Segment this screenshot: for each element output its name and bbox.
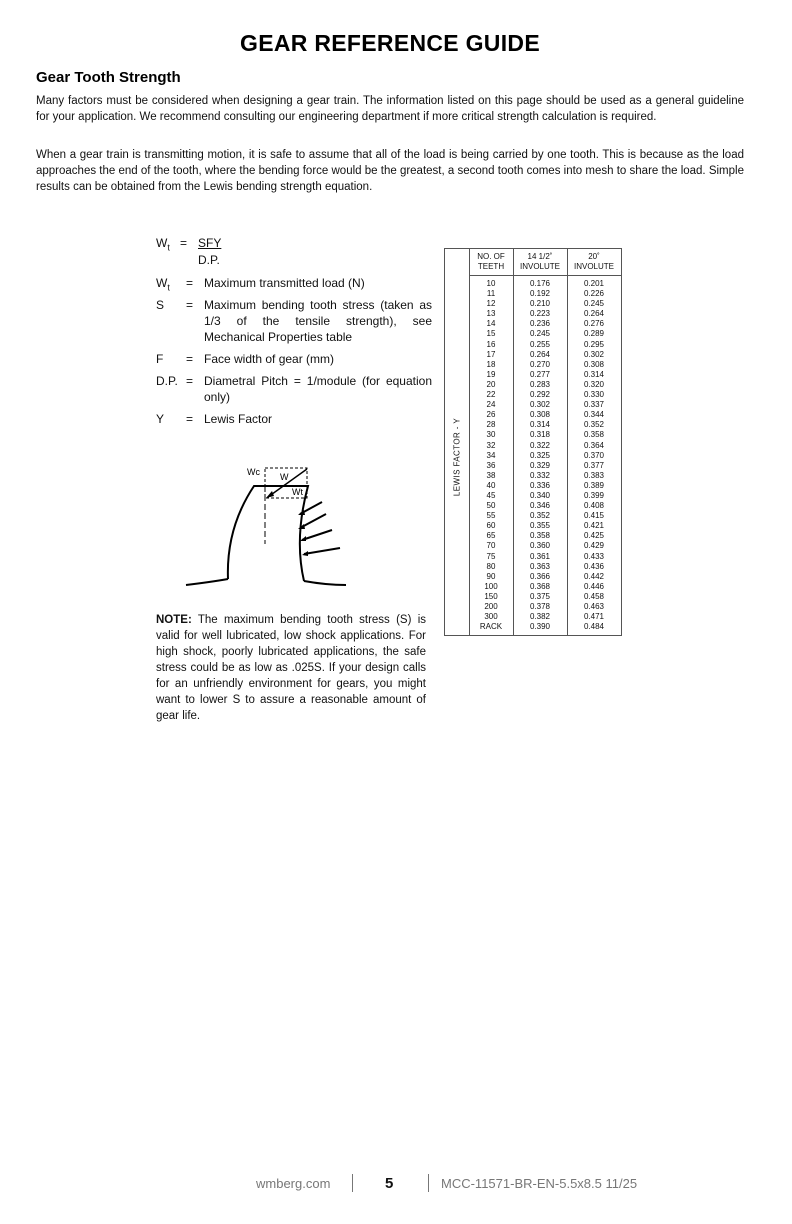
- footer-divider: [428, 1174, 429, 1192]
- involute-20-cell: 0.344: [583, 410, 605, 420]
- teeth-cell: 60: [486, 521, 496, 531]
- teeth-cell: 36: [486, 460, 496, 470]
- teeth-cell: 15: [486, 329, 496, 339]
- note-text: The maximum bending tooth stress (S) is valid for well lubricated, low shock applications. For high shock, poorly lubricated applications, the safe stress could be as low as .025S. If your design calls for an unfriendly environment for gears, you might want to lower S to assure a reasonable amount of gear life.: [156, 614, 426, 722]
- definition-symbol: $W_t$: [156, 276, 170, 293]
- definition-symbol: D.P.: [156, 374, 178, 388]
- involute-20-cell: 0.458: [583, 591, 605, 601]
- teeth-cell: 26: [486, 410, 496, 420]
- involute-14-5-cell: 0.325: [529, 450, 551, 460]
- involute-14-5-cell: 0.378: [529, 602, 551, 611]
- gear-root-line-left: [186, 579, 228, 585]
- teeth-cell: 30: [486, 430, 496, 440]
- involute-14-5-cell: 0.382: [529, 612, 551, 622]
- involute-20-cell: 0.429: [583, 541, 605, 551]
- definition-symbol: F: [156, 352, 164, 366]
- involute-20-cell: 0.302: [583, 349, 605, 359]
- teeth-cell: 55: [486, 511, 496, 521]
- involute-14-5-cell: 0.340: [529, 490, 551, 500]
- definition-text: Maximum transmitted load (N): [204, 276, 365, 290]
- involute-20-cell: 0.436: [583, 561, 605, 571]
- gear-root-line-right: [304, 581, 346, 585]
- involute-14-5-cell: 0.336: [529, 480, 551, 490]
- definition-row: [156, 373, 432, 405]
- formula-denominator: D.P.: [198, 253, 220, 267]
- involute-14-5-cell: 0.314: [529, 420, 551, 430]
- formula-lhs: $W_t$: [156, 236, 170, 253]
- involute-14-5-cell: 0.308: [529, 410, 551, 420]
- teeth-cell: 34: [486, 450, 496, 460]
- involute-20-cell: 0.463: [583, 602, 605, 611]
- involute-20-cell: 0.377: [583, 460, 605, 470]
- page-number: 5: [385, 1175, 394, 1192]
- involute-20-cell: 0.289: [583, 329, 605, 339]
- involute-20-cell: 0.201: [583, 279, 605, 288]
- teeth-cell: 100: [484, 581, 498, 591]
- involute-20-cell: 0.383: [583, 470, 605, 480]
- involute-20-cell: 0.295: [583, 339, 605, 349]
- teeth-cell: 22: [486, 390, 496, 400]
- involute-20-cell: 0.245: [583, 299, 605, 309]
- involute-14-5-cell: 0.245: [529, 329, 551, 339]
- involute-14-5-cell: 0.236: [529, 319, 551, 329]
- gear-tooth-diagram: [176, 458, 356, 594]
- definition-text: Lewis Factor: [204, 412, 273, 426]
- involute-20-column: [567, 249, 621, 635]
- involute-20-cell: 0.389: [583, 480, 605, 490]
- involute-14-5-header: 14 1/2˚ INVOLUTE: [513, 249, 567, 276]
- load-arrow-3: [302, 530, 332, 540]
- doc-code: MCC-11571-BR-EN-5.5x8.5 11/25: [441, 1176, 638, 1191]
- definition-equals: =: [186, 374, 194, 388]
- involute-14-5-cell: 0.192: [529, 289, 551, 299]
- involute-14-5-cell: 0.390: [529, 622, 551, 632]
- teeth-cell: 11: [486, 289, 496, 299]
- lewis-factor-table: [444, 248, 622, 636]
- teeth-cell: 300: [484, 612, 498, 622]
- page-title: GEAR REFERENCE GUIDE: [240, 30, 540, 56]
- involute-20-cell: 0.484: [583, 622, 605, 632]
- involute-20-cell: 0.352: [583, 420, 605, 430]
- involute-20-cell: 0.337: [583, 400, 605, 410]
- involute-14-5-cell: 0.363: [529, 561, 551, 571]
- teeth-cell: 150: [484, 591, 498, 601]
- involute-14-5-cell: 0.352: [529, 511, 551, 521]
- involute-20-header: 20˚ INVOLUTE: [567, 249, 621, 276]
- involute-14-5-cell: 0.329: [529, 460, 551, 470]
- involute-14-5-cell: 0.283: [529, 379, 551, 389]
- teeth-cell: 90: [486, 571, 496, 581]
- definition-equals: =: [186, 412, 194, 426]
- formula-equals: =: [180, 236, 188, 250]
- involute-20-cell: 0.308: [583, 359, 605, 369]
- teeth-cell: 10: [486, 279, 496, 288]
- label-wt: Wt: [292, 487, 303, 497]
- load-arrow-4: [304, 548, 340, 554]
- formula-numerator: SFY: [198, 236, 222, 250]
- teeth-cell: 14: [486, 319, 496, 329]
- teeth-values: [469, 276, 513, 632]
- label-w: W: [280, 472, 289, 482]
- involute-20-cell: 0.330: [583, 390, 605, 400]
- teeth-cell: 75: [486, 551, 496, 561]
- teeth-cell: 20: [486, 379, 496, 389]
- involute-14-5-cell: 0.355: [529, 521, 551, 531]
- load-paragraph: When a gear train is transmitting motion, it is safe to assume that all of the load is being carried by one tooth. This is because as the load approaches the end of the tooth, where the bending force would be the greatest, a second tooth comes into mesh to share the load. Simple results can be obtained from the Lewis bending strength equation.: [36, 149, 744, 193]
- involute-20-cell: 0.399: [583, 490, 605, 500]
- involute-14-5-cell: 0.368: [529, 581, 551, 591]
- definition-equals: =: [186, 276, 194, 290]
- teeth-cell: 17: [486, 349, 496, 359]
- involute-20-cell: 0.433: [583, 551, 605, 561]
- involute-14-5-cell: 0.264: [529, 349, 551, 359]
- note-paragraph: [156, 612, 426, 724]
- involute-14-5-cell: 0.360: [529, 541, 551, 551]
- teeth-cell: 38: [486, 470, 496, 480]
- load-arrowhead-1: [298, 510, 305, 515]
- teeth-cell: 45: [486, 490, 496, 500]
- teeth-cell: 28: [486, 420, 496, 430]
- involute-14-5-cell: 0.361: [529, 551, 551, 561]
- involute-14-5-cell: 0.292: [529, 390, 551, 400]
- involute-14-5-cell: 0.366: [529, 571, 551, 581]
- involute-14-5-cell: 0.358: [529, 531, 551, 541]
- definition-row: [156, 297, 432, 345]
- definition-text: Face width of gear (mm): [204, 352, 335, 366]
- teeth-cell: 70: [486, 541, 496, 551]
- involute-20-cell: 0.408: [583, 501, 605, 511]
- involute-14-5-cell: 0.277: [529, 369, 551, 379]
- section-heading: Gear Tooth Strength: [36, 69, 181, 86]
- involute-20-cell: 0.415: [583, 511, 605, 521]
- intro-paragraph: Many factors must be considered when designing a gear train. The information listed on this page should be used as a general guideline for your application. We recommend consulting our engineering department if more critical strength calculation is required.: [36, 95, 744, 123]
- definition-equals: =: [186, 352, 194, 366]
- definition-row: [156, 275, 432, 291]
- involute-20-cell: 0.446: [583, 581, 605, 591]
- definition-equals: =: [186, 298, 194, 312]
- involute-20-cell: 0.358: [583, 430, 605, 440]
- teeth-cell: 200: [484, 602, 498, 611]
- definition-symbol: Y: [156, 412, 165, 426]
- teeth-cell: 18: [486, 359, 496, 369]
- involute-20-cell: 0.314: [583, 369, 605, 379]
- involute-20-cell: 0.425: [583, 531, 605, 541]
- involute-14-5-cell: 0.255: [529, 339, 551, 349]
- involute-14-5-cell: 0.210: [529, 299, 551, 309]
- involute-20-cell: 0.320: [583, 379, 605, 389]
- footer-divider: [352, 1174, 353, 1192]
- teeth-cell: 12: [486, 299, 496, 309]
- involute-14-5-cell: 0.270: [529, 359, 551, 369]
- involute-14-5-column: [513, 249, 568, 635]
- definition-text: Diametral Pitch = 1/module (for equation only): [204, 374, 432, 404]
- involute-14-5-cell: 0.318: [529, 430, 551, 440]
- teeth-cell: 24: [486, 400, 496, 410]
- involute-20-cell: 0.226: [583, 289, 605, 299]
- teeth-cell: RACK: [479, 622, 503, 632]
- involute-14-5-cell: 0.322: [529, 440, 551, 450]
- definitions-list: [156, 275, 432, 433]
- involute-20-cell: 0.442: [583, 571, 605, 581]
- involute-20-values: [567, 276, 621, 632]
- involute-14-5-cell: 0.375: [529, 591, 551, 601]
- involute-14-5-cell: 0.346: [529, 501, 551, 511]
- lewis-side-label: LEWIS FACTOR - Y: [452, 417, 462, 497]
- involute-20-cell: 0.264: [583, 309, 605, 319]
- teeth-header: NO. OF TEETH: [469, 249, 513, 276]
- force-arrowhead: [266, 491, 274, 498]
- involute-20-cell: 0.471: [583, 612, 605, 622]
- involute-14-5-values: [513, 276, 567, 632]
- label-wc: Wc: [247, 467, 260, 477]
- involute-20-cell: 0.370: [583, 450, 605, 460]
- definition-row: [156, 351, 432, 367]
- teeth-cell: 16: [486, 339, 496, 349]
- note-label: NOTE:: [156, 614, 192, 626]
- teeth-cell: 40: [486, 480, 496, 490]
- involute-14-5-cell: 0.176: [529, 279, 551, 288]
- involute-20-cell: 0.364: [583, 440, 605, 450]
- teeth-cell: 19: [486, 369, 496, 379]
- definition-symbol: S: [156, 298, 165, 312]
- involute-14-5-cell: 0.302: [529, 400, 551, 410]
- involute-20-cell: 0.276: [583, 319, 605, 329]
- involute-14-5-cell: 0.223: [529, 309, 551, 319]
- definition-row: [156, 411, 432, 427]
- footer-site[interactable]: wmberg.com: [256, 1176, 331, 1191]
- teeth-cell: 65: [486, 531, 496, 541]
- gear-tooth-outline: [228, 486, 308, 581]
- involute-14-5-cell: 0.332: [529, 470, 551, 480]
- teeth-cell: 50: [486, 501, 496, 511]
- teeth-cell: 32: [486, 440, 496, 450]
- definition-text: Maximum bending tooth stress (taken as 1/3 of the tensile strength), see Mechanical Properties table: [204, 298, 432, 344]
- load-arrowhead-4: [302, 551, 308, 556]
- teeth-column: [469, 249, 514, 635]
- lewis-side-column: [445, 249, 470, 635]
- teeth-cell: 13: [486, 309, 496, 319]
- involute-20-cell: 0.421: [583, 521, 605, 531]
- teeth-cell: 80: [486, 561, 496, 571]
